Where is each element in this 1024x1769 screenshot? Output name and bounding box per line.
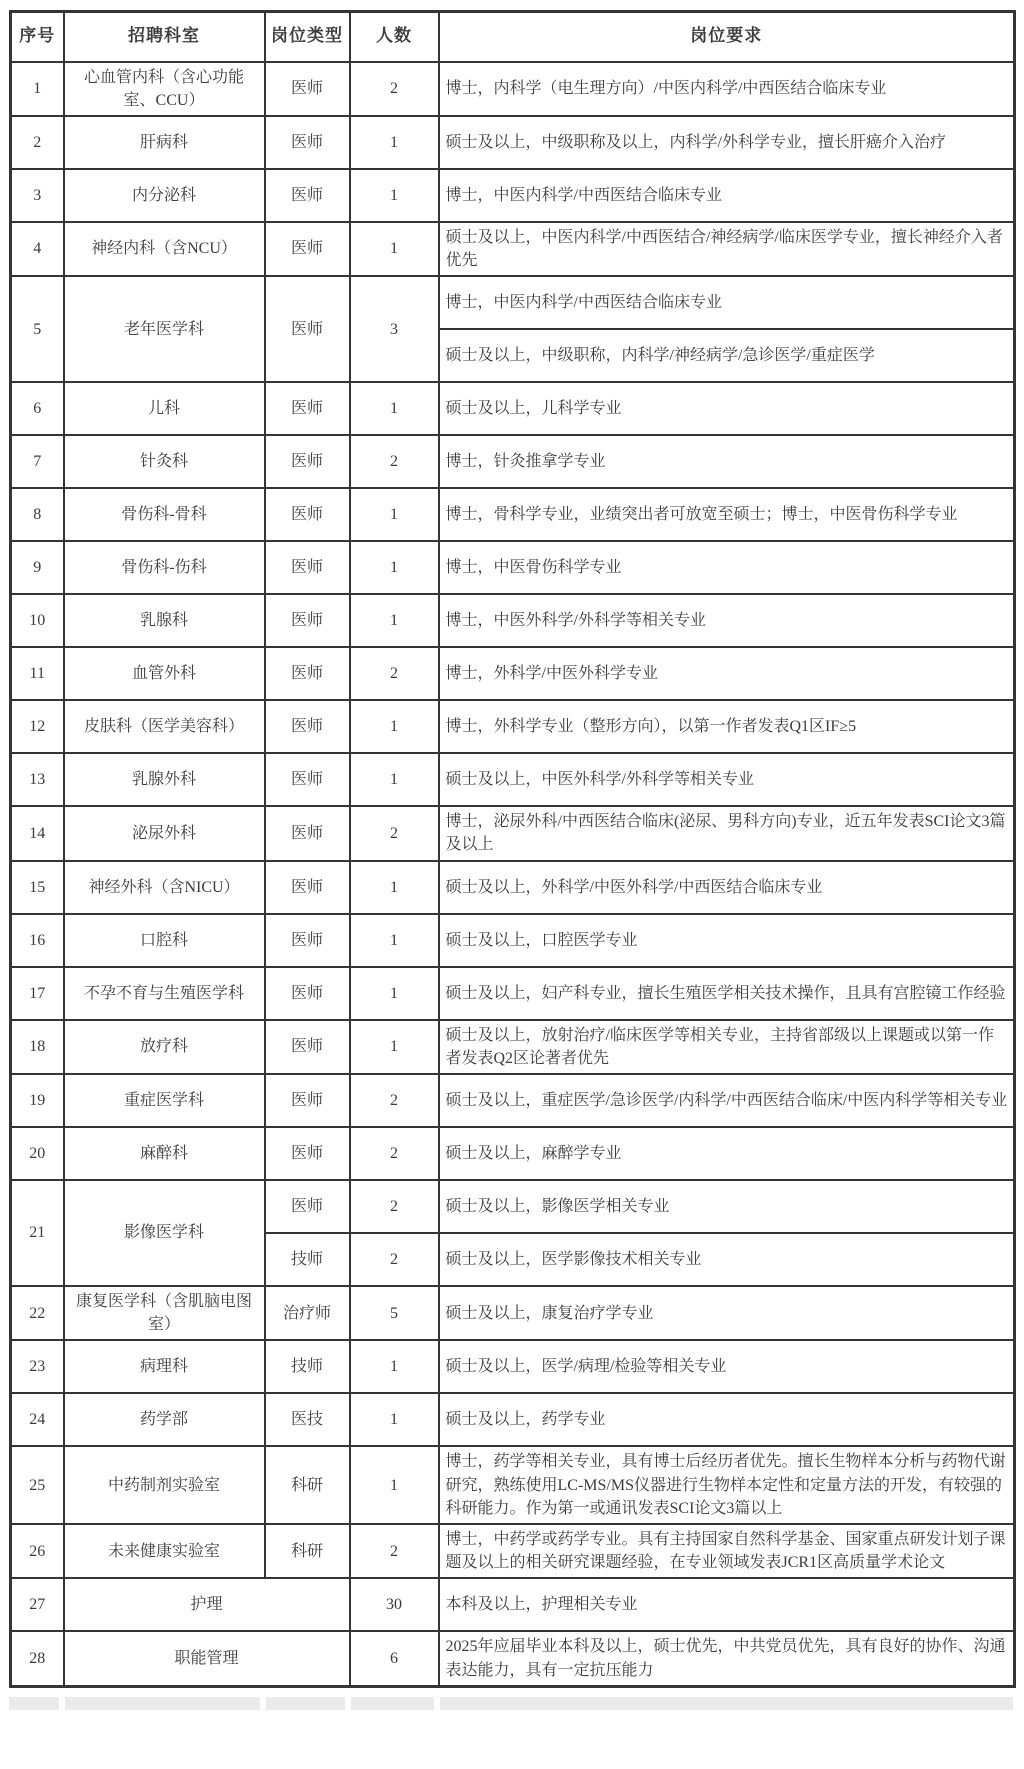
cell-count: 2 xyxy=(350,435,439,488)
cell-req: 硕士及以上，影像医学相关专业 xyxy=(439,1180,1015,1233)
cell-type: 医师 xyxy=(265,594,350,647)
cell-type: 技师 xyxy=(265,1340,350,1393)
table-row xyxy=(11,1631,1015,1686)
cell-dept: 未来健康实验室 xyxy=(64,1524,265,1578)
cell-type: 治疗师 xyxy=(265,1286,350,1340)
cell-req: 博士，中医内科学/中西医结合临床专业 xyxy=(439,276,1015,329)
cell-req: 2025年应届毕业本科及以上，硕士优先，中共党员优先，具有良好的协作、沟通表达能力，具有一定抗压能力 xyxy=(439,1631,1015,1686)
cell-req: 硕士及以上，重症医学/急诊医学/内科学/中西医结合临床/中医内科学等相关专业 xyxy=(439,1074,1015,1127)
cell-type: 医师 xyxy=(265,62,350,116)
cell-req: 博士，针灸推拿学专业 xyxy=(439,435,1015,488)
cell-count: 2 xyxy=(350,1180,439,1233)
cell-no: 22 xyxy=(11,1286,64,1340)
table-body xyxy=(11,62,1015,1687)
cell-req: 本科及以上，护理相关专业 xyxy=(439,1578,1015,1631)
cell-no: 21 xyxy=(11,1180,64,1286)
header-no: 序号 xyxy=(11,12,64,62)
cell-no: 9 xyxy=(11,541,64,594)
cell-count: 3 xyxy=(350,276,439,382)
cell-count: 2 xyxy=(350,1074,439,1127)
table-row xyxy=(11,116,1015,169)
cell-count: 2 xyxy=(350,62,439,116)
cell-no: 24 xyxy=(11,1393,64,1446)
header-req: 岗位要求 xyxy=(439,12,1015,62)
cell-type: 医师 xyxy=(265,753,350,806)
cell-no: 4 xyxy=(11,222,64,276)
cell-dept: 儿科 xyxy=(64,382,265,435)
cell-dept: 老年医学科 xyxy=(64,276,265,382)
cell-no: 7 xyxy=(11,435,64,488)
cell-no: 27 xyxy=(11,1578,64,1631)
cell-count: 2 xyxy=(350,806,439,860)
table-row xyxy=(11,647,1015,700)
cell-type: 医师 xyxy=(265,700,350,753)
cell-count: 1 xyxy=(350,967,439,1020)
table-row xyxy=(11,861,1015,914)
cell-count: 1 xyxy=(350,1393,439,1446)
cell-type: 技师 xyxy=(265,1233,350,1286)
cell-dept: 皮肤科（医学美容科） xyxy=(64,700,265,753)
table-row xyxy=(11,222,1015,276)
spreadsheet-remnant-row xyxy=(9,1697,1013,1710)
table-row xyxy=(11,488,1015,541)
cell-dept: 内分泌科 xyxy=(64,169,265,222)
cell-req: 博士，中医外科学/外科学等相关专业 xyxy=(439,594,1015,647)
cell-count: 2 xyxy=(350,647,439,700)
cell-req: 博士，外科学/中医外科学专业 xyxy=(439,647,1015,700)
table-row xyxy=(11,753,1015,806)
cell-count: 1 xyxy=(350,700,439,753)
cell-type: 科研 xyxy=(265,1446,350,1524)
cell-no: 18 xyxy=(11,1020,64,1074)
cell-dept: 骨伤科-骨科 xyxy=(64,488,265,541)
cell-type: 医师 xyxy=(265,116,350,169)
table-row xyxy=(11,1340,1015,1393)
cell-dept: 影像医学科 xyxy=(64,1180,265,1286)
cell-req: 硕士及以上，口腔医学专业 xyxy=(439,914,1015,967)
cell-type: 医师 xyxy=(265,222,350,276)
cell-req: 硕士及以上，麻醉学专业 xyxy=(439,1127,1015,1180)
cell-req: 博士，内科学（电生理方向）/中医内科学/中西医结合临床专业 xyxy=(439,62,1015,116)
cell-no: 13 xyxy=(11,753,64,806)
cell-dept: 放疗科 xyxy=(64,1020,265,1074)
remnant-column-gap xyxy=(260,1697,266,1710)
table-row xyxy=(11,1074,1015,1127)
cell-req: 博士，骨科学专业，业绩突出者可放宽至硕士；博士，中医骨伤科学专业 xyxy=(439,488,1015,541)
cell-no: 2 xyxy=(11,116,64,169)
table-row xyxy=(11,169,1015,222)
table-row xyxy=(11,1524,1015,1578)
cell-req: 博士，中医内科学/中西医结合临床专业 xyxy=(439,169,1015,222)
remnant-column-gap xyxy=(434,1697,440,1710)
cell-req: 博士，泌尿外科/中西医结合临床(泌尿、男科方向)专业，近五年发表SCI论文3篇及以上 xyxy=(439,806,1015,860)
cell-req: 硕士及以上，儿科学专业 xyxy=(439,382,1015,435)
cell-dept: 针灸科 xyxy=(64,435,265,488)
cell-no: 12 xyxy=(11,700,64,753)
cell-count: 2 xyxy=(350,1233,439,1286)
remnant-column-gap xyxy=(59,1697,65,1710)
table-row xyxy=(11,1393,1015,1446)
cell-dept: 血管外科 xyxy=(64,647,265,700)
cell-no: 8 xyxy=(11,488,64,541)
cell-dept: 神经外科（含NICU） xyxy=(64,861,265,914)
cell-type: 医师 xyxy=(265,861,350,914)
header-type: 岗位类型 xyxy=(265,12,350,62)
cell-type: 医技 xyxy=(265,1393,350,1446)
header-dept: 招聘科室 xyxy=(64,12,265,62)
cell-dept: 病理科 xyxy=(64,1340,265,1393)
table-row xyxy=(11,594,1015,647)
cell-dept: 乳腺外科 xyxy=(64,753,265,806)
cell-type: 科研 xyxy=(265,1524,350,1578)
table-row xyxy=(11,62,1015,116)
cell-no: 10 xyxy=(11,594,64,647)
cell-type: 医师 xyxy=(265,1180,350,1233)
table-row xyxy=(11,1286,1015,1340)
cell-req: 硕士及以上，医学/病理/检验等相关专业 xyxy=(439,1340,1015,1393)
cell-no: 26 xyxy=(11,1524,64,1578)
cell-count: 1 xyxy=(350,169,439,222)
cell-no: 14 xyxy=(11,806,64,860)
cell-type: 医师 xyxy=(265,1020,350,1074)
cell-req: 硕士及以上，药学专业 xyxy=(439,1393,1015,1446)
header-row xyxy=(11,12,1015,62)
cell-type: 医师 xyxy=(265,276,350,382)
cell-dept: 心血管内科（含心功能室、CCU） xyxy=(64,62,265,116)
table-row xyxy=(11,1127,1015,1180)
cell-req: 博士，中医骨伤科学专业 xyxy=(439,541,1015,594)
table-row xyxy=(11,914,1015,967)
cell-type: 医师 xyxy=(265,169,350,222)
cell-no: 23 xyxy=(11,1340,64,1393)
cell-count: 1 xyxy=(350,594,439,647)
cell-dept: 不孕不育与生殖医学科 xyxy=(64,967,265,1020)
cell-no: 20 xyxy=(11,1127,64,1180)
cell-dept: 药学部 xyxy=(64,1393,265,1446)
table-row xyxy=(11,1020,1015,1074)
table-row xyxy=(11,435,1015,488)
cell-count: 1 xyxy=(350,1446,439,1524)
table-row xyxy=(11,700,1015,753)
cell-no: 16 xyxy=(11,914,64,967)
cell-req: 硕士及以上，外科学/中医外科学/中西医结合临床专业 xyxy=(439,861,1015,914)
cell-no: 28 xyxy=(11,1631,64,1686)
cell-type: 医师 xyxy=(265,914,350,967)
table-row xyxy=(11,541,1015,594)
cell-dept: 口腔科 xyxy=(64,914,265,967)
cell-count: 1 xyxy=(350,914,439,967)
table-row xyxy=(11,276,1015,329)
cell-no: 6 xyxy=(11,382,64,435)
cell-req: 博士，外科学专业（整形方向），以第一作者发表Q1区IF≥5 xyxy=(439,700,1015,753)
cell-type: 医师 xyxy=(265,541,350,594)
table-header xyxy=(11,12,1015,62)
cell-count: 1 xyxy=(350,116,439,169)
table-row xyxy=(11,806,1015,860)
cell-count: 1 xyxy=(350,541,439,594)
cell-req: 硕士及以上，妇产科专业，擅长生殖医学相关技术操作，且具有宫腔镜工作经验 xyxy=(439,967,1015,1020)
cell-dept: 中药制剂实验室 xyxy=(64,1446,265,1524)
table-row xyxy=(11,382,1015,435)
table-row xyxy=(11,1446,1015,1524)
cell-dept: 职能管理 xyxy=(64,1631,350,1686)
cell-type: 医师 xyxy=(265,1074,350,1127)
cell-req: 硕士及以上，康复治疗学专业 xyxy=(439,1286,1015,1340)
cell-no: 5 xyxy=(11,276,64,382)
header-count: 人数 xyxy=(350,12,439,62)
cell-type: 医师 xyxy=(265,967,350,1020)
cell-count: 1 xyxy=(350,753,439,806)
cell-count: 5 xyxy=(350,1286,439,1340)
cell-type: 医师 xyxy=(265,435,350,488)
cell-count: 1 xyxy=(350,222,439,276)
cell-type: 医师 xyxy=(265,647,350,700)
cell-dept: 肝病科 xyxy=(64,116,265,169)
cell-no: 15 xyxy=(11,861,64,914)
cell-count: 6 xyxy=(350,1631,439,1686)
cell-no: 1 xyxy=(11,62,64,116)
cell-no: 3 xyxy=(11,169,64,222)
table-row xyxy=(11,1578,1015,1631)
cell-count: 30 xyxy=(350,1578,439,1631)
cell-req: 硕士及以上，放射治疗/临床医学等相关专业，主持省部级以上课题或以第一作者发表Q2区论著者优先 xyxy=(439,1020,1015,1074)
cell-req: 博士，中药学或药学专业。具有主持国家自然科学基金、国家重点研发计划子课题及以上的相关研究课题经验，在专业领域发表JCR1区高质量学术论文 xyxy=(439,1524,1015,1578)
recruitment-table xyxy=(9,10,1016,1688)
cell-no: 19 xyxy=(11,1074,64,1127)
cell-dept: 康复医学科（含肌脑电图室） xyxy=(64,1286,265,1340)
remnant-column-gap xyxy=(345,1697,351,1710)
cell-type: 医师 xyxy=(265,806,350,860)
cell-count: 2 xyxy=(350,1524,439,1578)
cell-req: 硕士及以上，中级职称，内科学/神经病学/急诊医学/重症医学 xyxy=(439,329,1015,382)
table-row xyxy=(11,967,1015,1020)
cell-count: 1 xyxy=(350,861,439,914)
cell-req: 硕士及以上，中医内科学/中西医结合/神经病学/临床医学专业，擅长神经介入者优先 xyxy=(439,222,1015,276)
cell-count: 1 xyxy=(350,1020,439,1074)
cell-dept: 泌尿外科 xyxy=(64,806,265,860)
cell-req: 硕士及以上，中医外科学/外科学等相关专业 xyxy=(439,753,1015,806)
cell-count: 1 xyxy=(350,1340,439,1393)
cell-count: 1 xyxy=(350,382,439,435)
table-row xyxy=(11,1180,1015,1233)
cell-dept: 乳腺科 xyxy=(64,594,265,647)
cell-req: 博士，药学等相关专业，具有博士后经历者优先。擅长生物样本分析与药物代谢研究，熟练使用LC-MS/MS仪器进行生物样本定性和定量方法的开发，有较强的科研能力。作为第一或通讯发表SCI论文3篇以上 xyxy=(439,1446,1015,1524)
cell-count: 2 xyxy=(350,1127,439,1180)
cell-req: 硕士及以上，医学影像技术相关专业 xyxy=(439,1233,1015,1286)
cell-dept: 麻醉科 xyxy=(64,1127,265,1180)
cell-type: 医师 xyxy=(265,382,350,435)
cell-dept: 护理 xyxy=(64,1578,350,1631)
cell-dept: 重症医学科 xyxy=(64,1074,265,1127)
cell-type: 医师 xyxy=(265,1127,350,1180)
cell-dept: 骨伤科-伤科 xyxy=(64,541,265,594)
cell-no: 17 xyxy=(11,967,64,1020)
cell-type: 医师 xyxy=(265,488,350,541)
cell-no: 25 xyxy=(11,1446,64,1524)
cell-count: 1 xyxy=(350,488,439,541)
cell-no: 11 xyxy=(11,647,64,700)
cell-req: 硕士及以上，中级职称及以上，内科学/外科学专业，擅长肝癌介入治疗 xyxy=(439,116,1015,169)
cell-dept: 神经内科（含NCU） xyxy=(64,222,265,276)
